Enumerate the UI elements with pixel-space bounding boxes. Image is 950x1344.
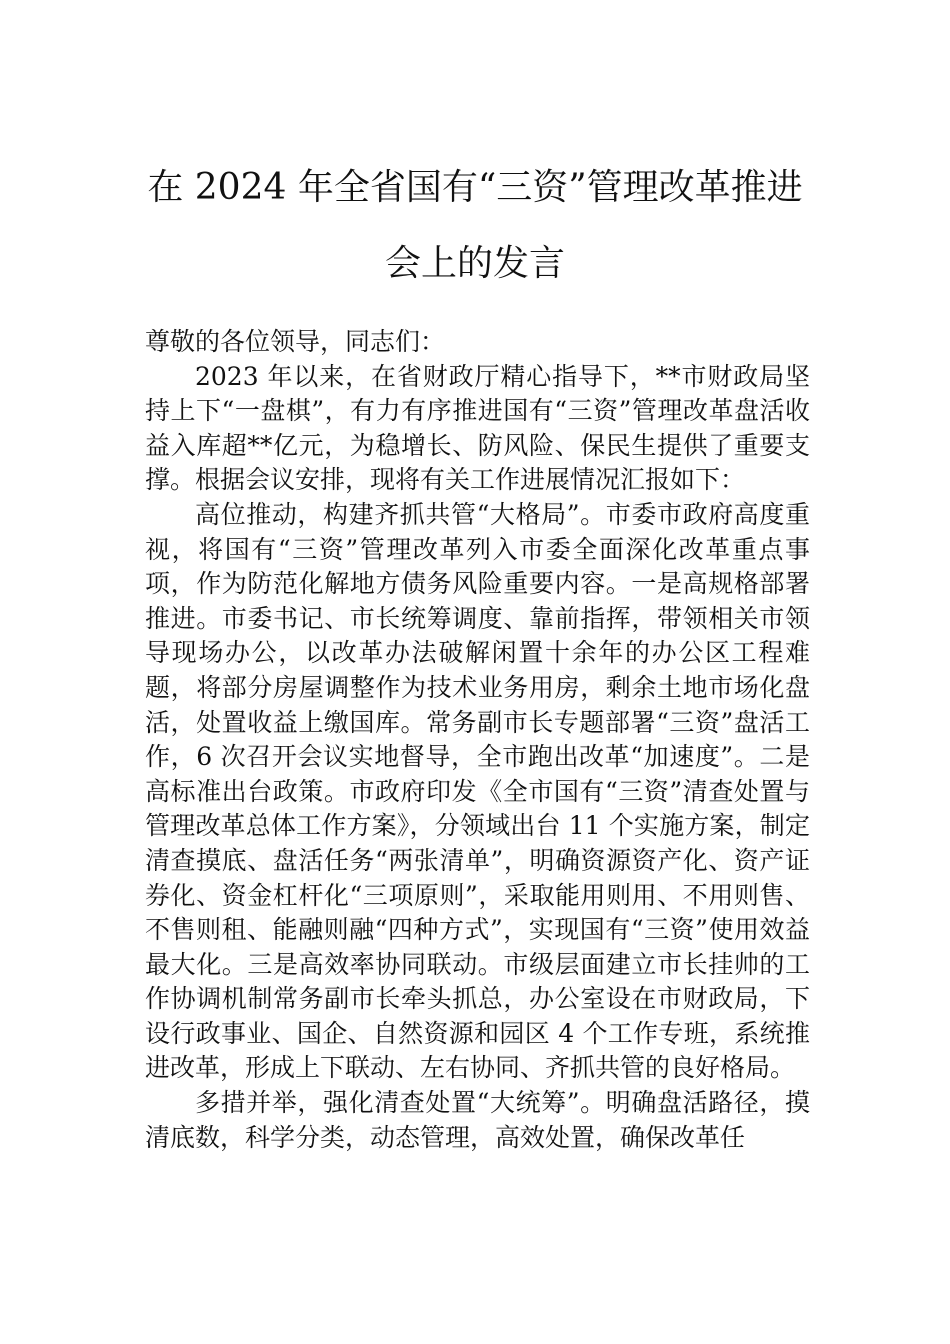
paragraph-intro: 2023 年以来，在省财政厅精心指导下，**市财政局坚持上下“一盘棋”，有力有序推进国有“三资”管理改革盘活收益入库超**亿元，为稳增长、防风险、保民生提供了重要支撑。根据会议安排，现将有关工作进展情况汇报如下： xyxy=(145,361,810,495)
title-line-2: 会上的发言 xyxy=(384,243,565,284)
document-title xyxy=(120,150,830,302)
title-line-1: 在 2024 年全省国有“三资”管理改革推进 xyxy=(147,167,803,208)
document-body xyxy=(145,325,810,1155)
paragraph-multiple-measures: 多措并举，强化清查处置“大统筹”。明确盘活路径，摸清底数，科学分类，动态管理，高效处置，确保改革任 xyxy=(145,1088,810,1152)
salutation: 尊敬的各位领导，同志们： xyxy=(145,327,446,356)
paragraph-high-level-promotion: 高位推动，构建齐抓共管“大格局”。市委市政府高度重视，将国有“三资”管理改革列入市委全面深化改革重点事项，作为防范化解地方债务风险重要内容。一是高规格部署推进。市委书记、市长统筹调度、靠前指挥，带领相关市领导现场办公，以改革办法破解闲置十余年的办公区工程难题，将部分房屋调整作为技术业务用房，剩余土地市场化盘活，处置收益上缴国库。常务副市长专题部署“三资”盘活工作，6 次召开会议实地督导，全市跑出改革“加速度”。二是高标准出台政策。市政府印发《全市国有“三资”清查处置与管理改革总体工作方案》，分领域出台 11 个实施方案，制定清查摸底、盘活任务“两张清单”，明确资源资产化、资产证券化、资金杠杆化“三项原则”，采取能用则用、不用则售、不售则租、能融则融“四种方式”，实现国有“三资”使用效益最大化。三是高效率协同联动。市级层面建立市长挂帅的工作协调机制常务副市长牵头抓总，办公室设在市财政局，下设行政事业、国企、自然资源和园区 4 个工作专班，系统推进改革，形成上下联动、左右协同、齐抓共管的良好格局。 xyxy=(145,499,810,1083)
